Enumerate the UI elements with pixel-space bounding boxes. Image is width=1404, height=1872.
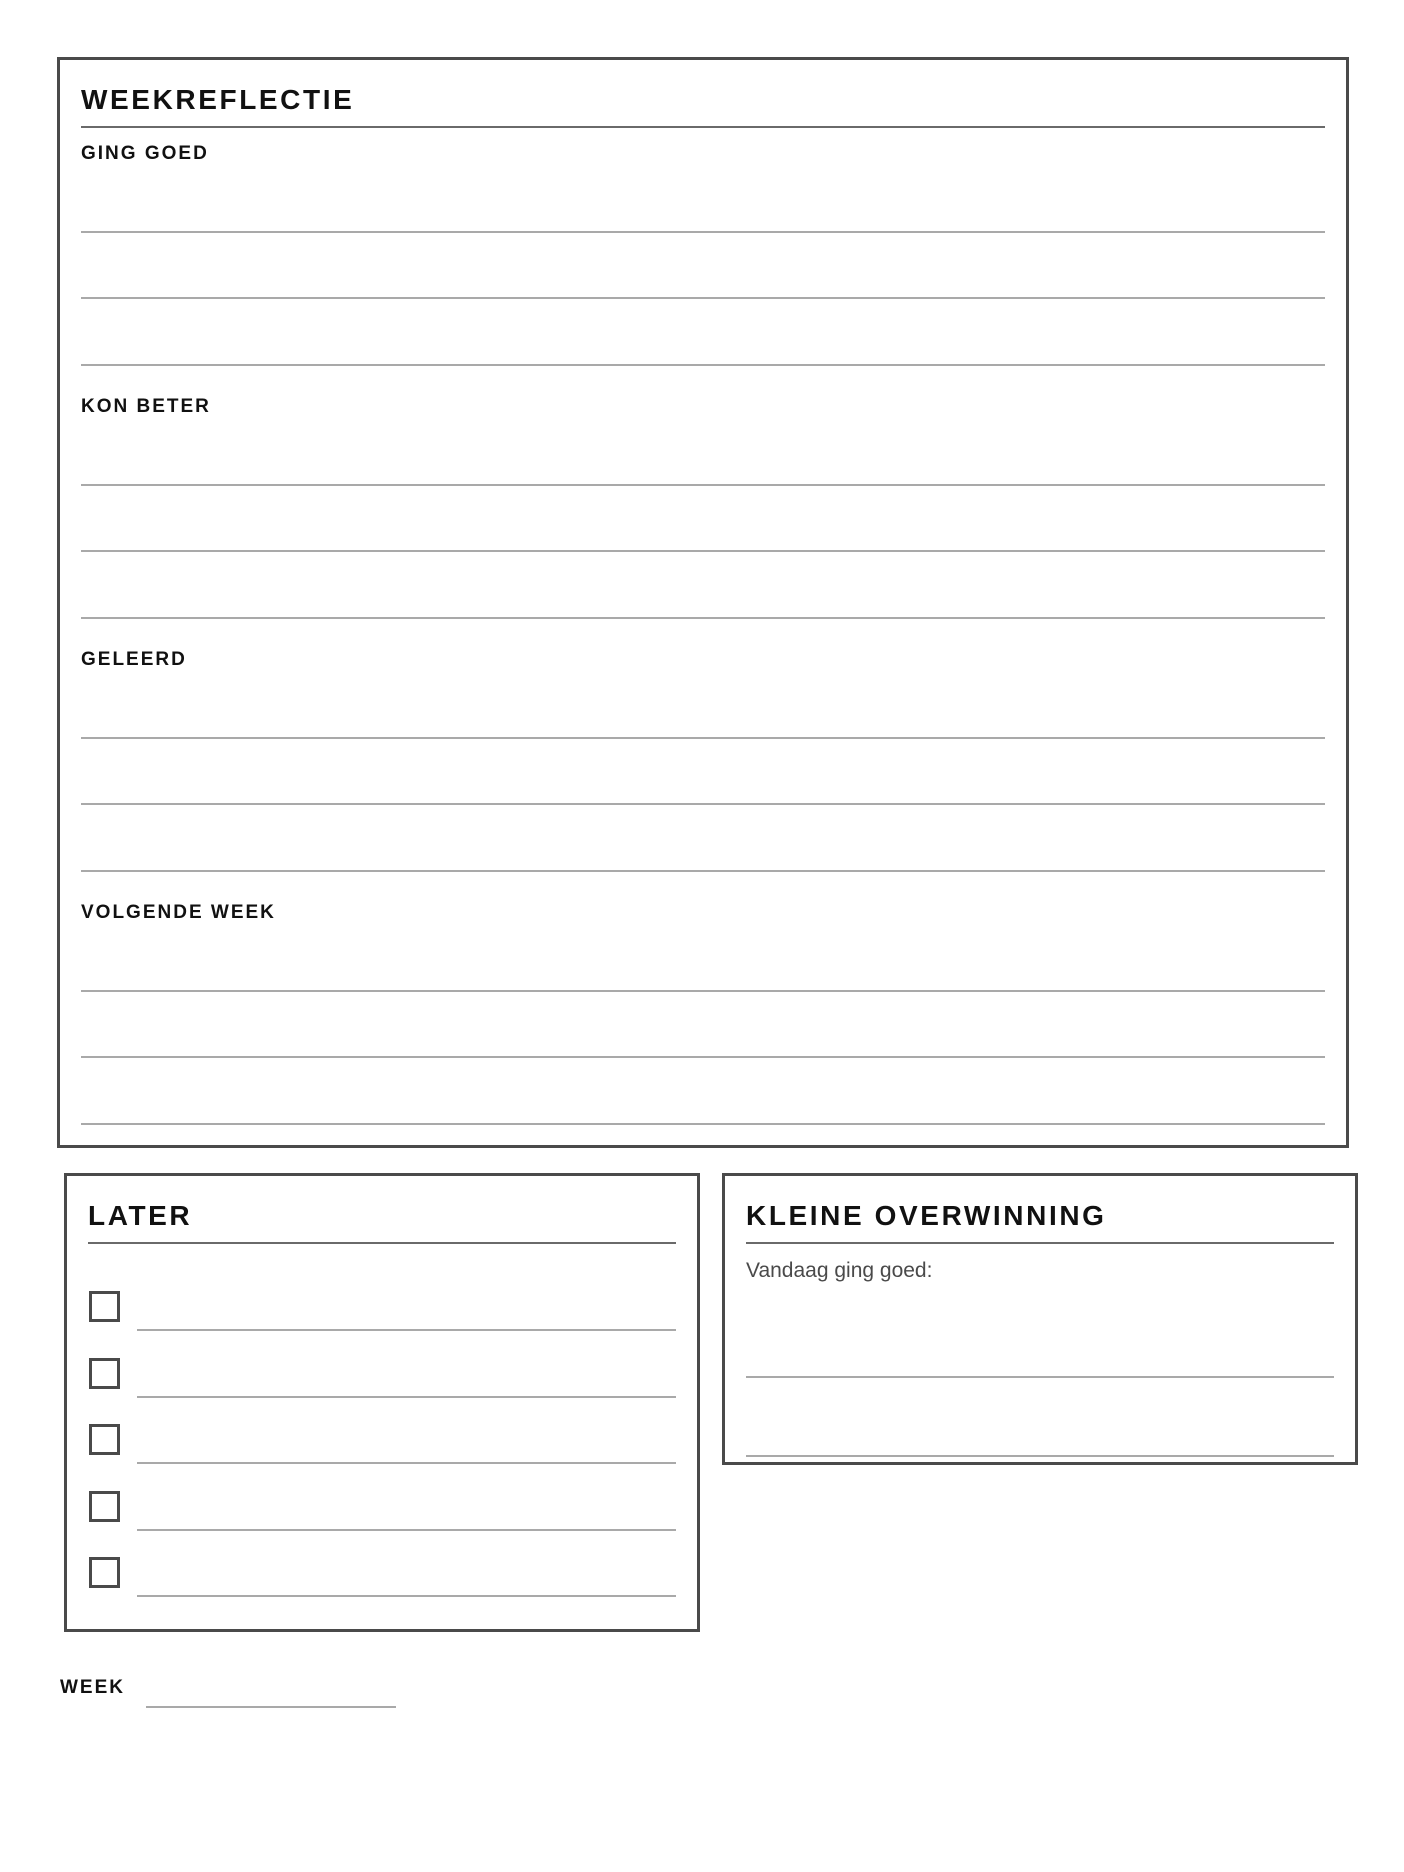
later-item-line[interactable] <box>137 1529 676 1531</box>
write-line[interactable] <box>81 231 1325 233</box>
write-line[interactable] <box>81 737 1325 739</box>
write-line[interactable] <box>81 990 1325 992</box>
section-label-kon-beter: KON BETER <box>81 396 211 417</box>
later-item-line[interactable] <box>137 1595 676 1597</box>
later-title-rule <box>88 1242 676 1244</box>
write-line[interactable] <box>81 484 1325 486</box>
later-item-checkbox[interactable] <box>89 1358 120 1389</box>
write-line[interactable] <box>81 1056 1325 1058</box>
weekreflectie-title: WEEKREFLECTIE <box>81 84 355 115</box>
week-label: WEEK <box>60 1677 125 1698</box>
weekreflectie-box <box>57 57 1349 1148</box>
section-label-volgende-week: VOLGENDE WEEK <box>81 902 276 923</box>
kleine-overwinning-prompt: Vandaag ging goed: <box>746 1259 933 1282</box>
write-line[interactable] <box>81 617 1325 619</box>
later-box <box>64 1173 700 1632</box>
week-number-line[interactable] <box>146 1706 396 1708</box>
section-label-ging-goed: GING GOED <box>81 143 209 164</box>
write-line[interactable] <box>746 1376 1334 1378</box>
kleine-overwinning-title-rule <box>746 1242 1334 1244</box>
later-title: LATER <box>88 1200 193 1231</box>
weekreflectie-title-rule <box>81 126 1325 128</box>
later-item-line[interactable] <box>137 1462 676 1464</box>
later-item-checkbox[interactable] <box>89 1291 120 1322</box>
later-item-checkbox[interactable] <box>89 1557 120 1588</box>
later-item-line[interactable] <box>137 1396 676 1398</box>
write-line[interactable] <box>746 1455 1334 1457</box>
write-line[interactable] <box>81 870 1325 872</box>
write-line[interactable] <box>81 297 1325 299</box>
kleine-overwinning-box <box>722 1173 1358 1465</box>
kleine-overwinning-title: KLEINE OVERWINNING <box>746 1200 1107 1231</box>
later-item-checkbox[interactable] <box>89 1424 120 1455</box>
write-line[interactable] <box>81 803 1325 805</box>
write-line[interactable] <box>81 364 1325 366</box>
later-item-checkbox[interactable] <box>89 1491 120 1522</box>
write-line[interactable] <box>81 1123 1325 1125</box>
section-label-geleerd: GELEERD <box>81 649 187 670</box>
write-line[interactable] <box>81 550 1325 552</box>
later-item-line[interactable] <box>137 1329 676 1331</box>
